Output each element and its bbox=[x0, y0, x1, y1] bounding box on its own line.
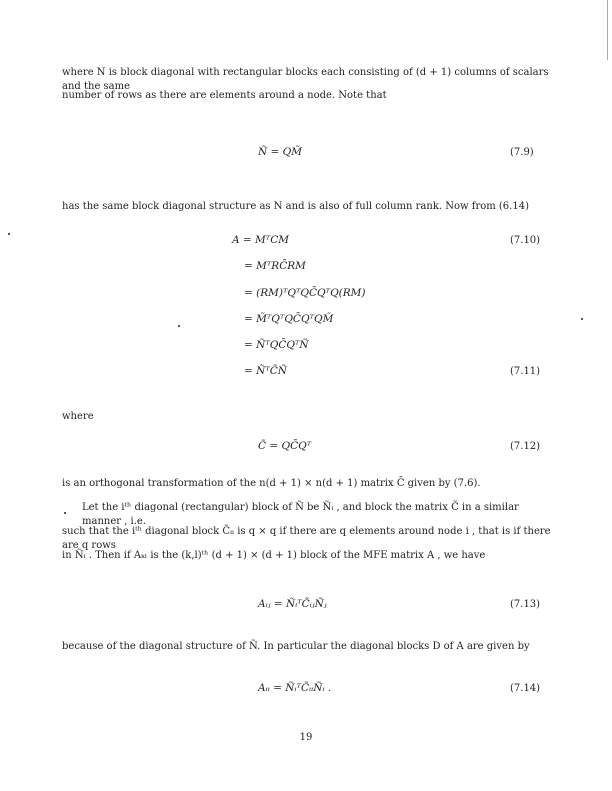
equation-7-11: = ÑᵀC̃Ñ bbox=[244, 365, 287, 377]
equation-number: (7.10) bbox=[510, 235, 541, 246]
equation-number: (7.13) bbox=[510, 599, 541, 610]
equation-number: (7.9) bbox=[510, 147, 534, 158]
scan-speck bbox=[178, 325, 180, 327]
equation-line: = ÑᵀQC̄QᵀÑ bbox=[244, 339, 309, 351]
paragraph-line: because of the diagonal structure of Ñ. In particular the diagonal blocks D of A are given by bbox=[62, 641, 530, 652]
scan-edge-line bbox=[607, 0, 608, 60]
paragraph-line: is an orthogonal transformation of the n(d + 1) × n(d + 1) matrix C̄ given by (7.6). bbox=[62, 478, 481, 489]
equation-line: = (RM)ᵀQᵀQC̄QᵀQ(RM) bbox=[244, 287, 366, 299]
equation-number: (7.11) bbox=[510, 366, 541, 377]
scan-speck bbox=[64, 512, 66, 514]
equation-7-12: C̃ = QC̄Qᵀ bbox=[258, 440, 312, 452]
equation-7-10: A = MᵀCM bbox=[232, 234, 290, 246]
paragraph-line: number of rows as there are elements around a node. Note that bbox=[62, 90, 387, 101]
equation-7-14: Aᵢᵢ = ÑᵢᵀC̃ᵢᵢÑᵢ . bbox=[258, 682, 332, 694]
paragraph-line: Let the iᵗʰ diagonal (rectangular) block of Ñ be Ñᵢ , and block the matrix C̃ in a similar manner , i.e. bbox=[82, 502, 519, 527]
equation-number: (7.12) bbox=[510, 441, 541, 452]
equation-number: (7.14) bbox=[510, 683, 541, 694]
paragraph-line: has the same block diagonal structure as N and is also of full column rank. Now from (6.14) bbox=[62, 201, 529, 212]
scan-speck bbox=[581, 318, 583, 320]
paragraph-line: where N is block diagonal with rectangular blocks each consisting of (d + 1) columns of scalars and the same bbox=[62, 67, 549, 92]
equation-7-9: Ñ = QM̃ bbox=[258, 146, 303, 158]
equation-7-13: Aᵢⱼ = ÑᵢᵀC̃ᵢⱼÑⱼ bbox=[258, 598, 327, 610]
equation-line: = M̃ᵀQᵀQC̄QᵀQM̃ bbox=[244, 313, 334, 325]
paragraph-line: in Ñᵢ . Then if Aₖₗ is the (k,l)ᵗʰ (d + 1) × (d + 1) block of the MFE matrix A , we have bbox=[62, 550, 486, 561]
scan-speck bbox=[8, 233, 10, 235]
paragraph-line: such that the iᵗʰ diagonal block C̃ᵢᵢ is q × q if there are q elements around node i , that is if there are q rows bbox=[62, 526, 551, 551]
paragraph-line: where bbox=[62, 411, 94, 422]
page-number: 19 bbox=[299, 732, 313, 743]
equation-line: = MᵀRC̄RM bbox=[244, 260, 306, 272]
